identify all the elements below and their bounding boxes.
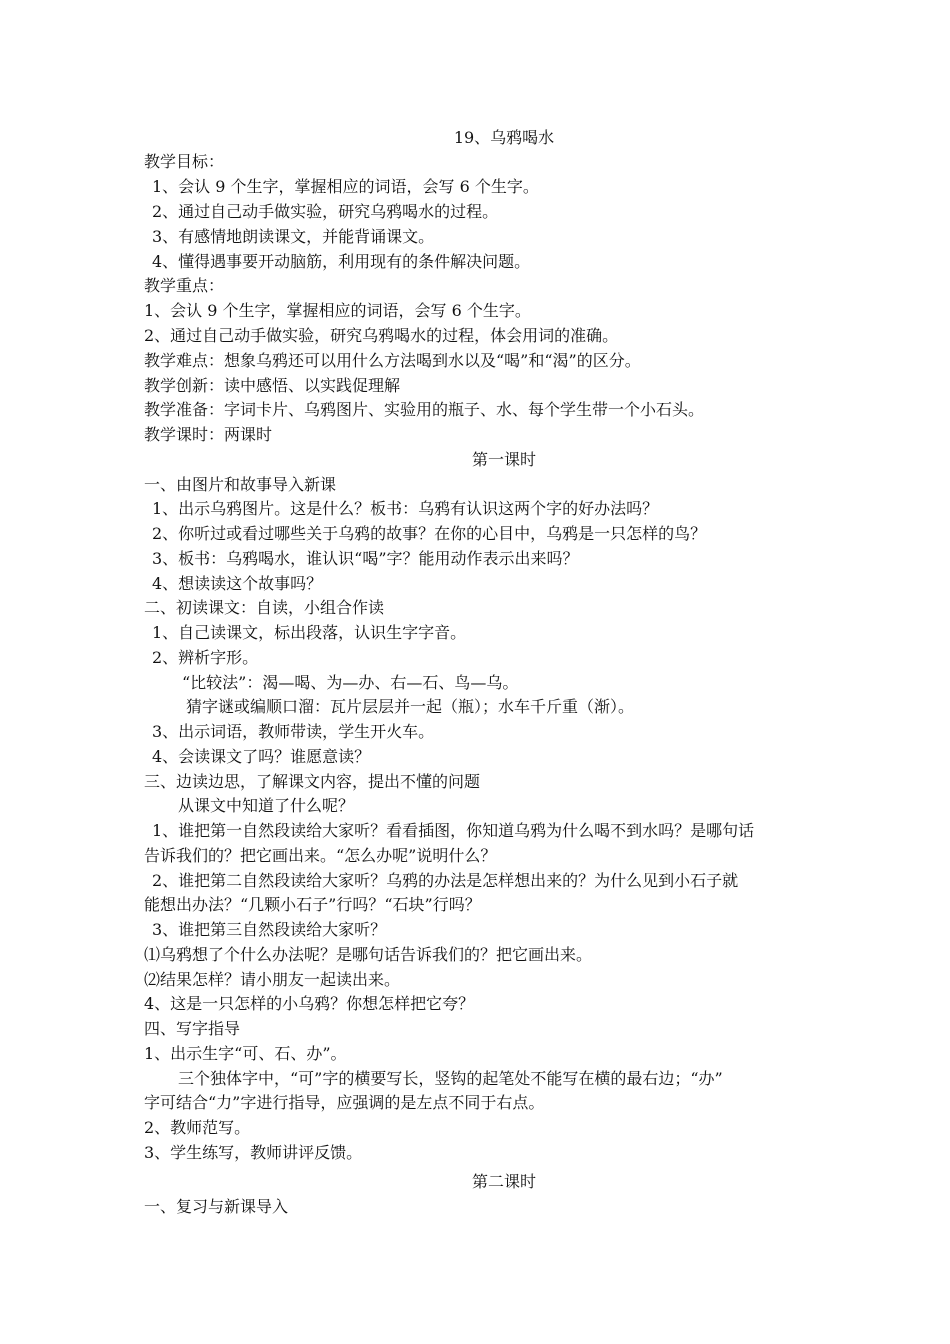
step-1-item-2: 2、你听过或看过哪些关于乌鸦的故事？在你的心目中，乌鸦是一只怎样的鸟？	[152, 524, 707, 543]
objective-3: 3、有感情地朗读课文，并能背诵课文。	[152, 227, 435, 246]
periods-line: 教学课时：两课时	[144, 425, 273, 444]
step-3-heading: 三、边读边思，了解课文内容，提出不懂的问题	[144, 772, 481, 791]
step-2-heading: 二、初读课文：自读，小组合作读	[144, 598, 385, 617]
step-3-item-4: 4、这是一只怎样的小乌鸦？你想怎样把它夸？	[144, 994, 475, 1013]
step-3-item-3: 3、谁把第三自然段读给大家听？	[152, 920, 387, 939]
key-point-1: 1、会认 9 个生字，掌握相应的词语，会写 6 个生字。	[144, 301, 531, 320]
section-heading-period-2: 第二课时	[471, 1172, 536, 1191]
objective-1: 1、会认 9 个生字，掌握相应的词语，会写 6 个生字。	[152, 177, 539, 196]
step-4-heading: 四、写字指导	[144, 1019, 241, 1038]
objectives-heading: 教学目标：	[144, 152, 225, 171]
lesson-title: 19、乌鸦喝水	[453, 128, 555, 147]
objective-4: 4、懂得遇事要开动脑筋，利用现有的条件解决问题。	[152, 252, 531, 271]
step-2-item-2: 2、辨析字形。	[152, 648, 259, 667]
step-2-item-1: 1、自己读课文，标出段落，认识生字字音。	[152, 623, 467, 642]
difficulty-line: 教学难点：想象乌鸦还可以用什么方法喝到水以及“喝”和“渴”的区分。	[144, 351, 641, 370]
step-4-guidance-cont: 字可结合“力”字进行指导，应强调的是左点不同于右点。	[144, 1093, 545, 1112]
step-1-item-1: 1、出示乌鸦图片。这是什么？板书：乌鸦有认识这两个字的好办法吗？	[152, 499, 659, 518]
step-3-item-2-cont: 能想出办法？“几颗小石子”行吗？“石块”行吗？	[144, 895, 481, 914]
step-2-comparison: “比较法”：渴—喝、为—办、右—石、鸟—乌。	[182, 673, 519, 692]
step-2-item-3: 3、出示词语，教师带读，学生开火车。	[152, 722, 435, 741]
step-3-item-1: 1、谁把第一自然段读给大家听？看看插图，你知道乌鸦为什么喝不到水吗？是哪句话	[152, 821, 755, 840]
step-4-item-1: 1、出示生字“可、石、办”。	[144, 1044, 347, 1063]
step-3-item-2: 2、谁把第二自然段读给大家听？乌鸦的办法是怎样想出来的？为什么见到小石子就	[152, 871, 739, 890]
objective-2: 2、通过自己动手做实验，研究乌鸦喝水的过程。	[152, 202, 499, 221]
step-3-item-1-cont: 告诉我们的？把它画出来。“怎么办呢”说明什么？	[144, 846, 497, 865]
step-4-item-2: 2、教师范写。	[144, 1118, 251, 1137]
section-heading-period-1: 第一课时	[471, 450, 536, 469]
step-3-sub-2: ⑵结果怎样？请小朋友一起读出来。	[144, 970, 401, 989]
innovation-line: 教学创新：读中感悟、以实践促理解	[144, 376, 401, 395]
step-3-sub-1: ⑴乌鸦想了个什么办法呢？是哪句话告诉我们的？把它画出来。	[144, 945, 593, 964]
step-3-intro: 从课文中知道了什么呢？	[178, 796, 355, 815]
step-4-item-3: 3、学生练写，教师讲评反馈。	[144, 1143, 363, 1162]
key-point-2: 2、通过自己动手做实验，研究乌鸦喝水的过程，体会用词的准确。	[144, 326, 619, 345]
step-2-item-4: 4、会读课文了吗？谁愿意读？	[152, 747, 371, 766]
step-1-item-4: 4、想读读这个故事吗？	[152, 574, 323, 593]
period-2-step-1-heading: 一、复习与新课导入	[144, 1197, 289, 1216]
step-4-guidance: 三个独体字中，“可”字的横要写长，竖钩的起笔处不能写在横的最右边；“办”	[178, 1069, 723, 1088]
key-points-heading: 教学重点：	[144, 276, 225, 295]
step-1-heading: 一、由图片和故事导入新课	[144, 475, 337, 494]
step-2-riddle: 猜字谜或编顺口溜：瓦片层层并一起（瓶）；水车千斤重（渐）。	[186, 697, 635, 716]
preparation-line: 教学准备：字词卡片、乌鸦图片、实验用的瓶子、水、每个学生带一个小石头。	[144, 400, 705, 419]
step-1-item-3: 3、板书：乌鸦喝水，谁认识“喝”字？能用动作表示出来吗？	[152, 549, 579, 568]
